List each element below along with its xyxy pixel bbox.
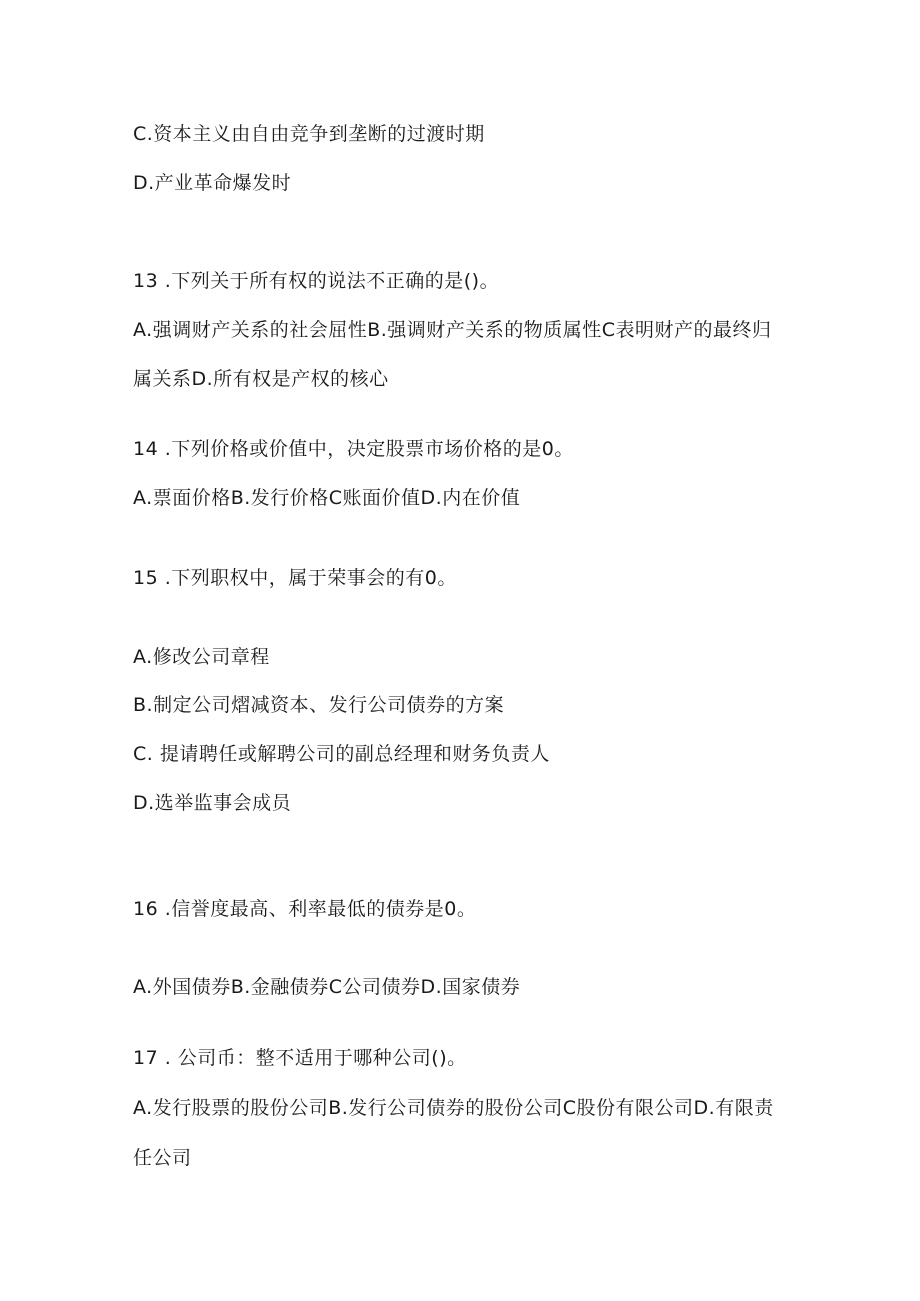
q15-question: 15 .下列职权中，属于荣事会的有0。	[133, 567, 457, 589]
q15-option-b: B.制定公司熠减资本、发行公司债券的方案	[133, 694, 505, 716]
q15-option-d: D.选举监事会成员	[133, 792, 292, 814]
q16-options: A.外国债券B.金融债券C公司债券D.国家债券	[133, 976, 521, 998]
q12-option-d: D.产业革命爆发时	[133, 172, 292, 194]
q16-question: 16 .信誉度最高、利率最低的债券是0。	[133, 898, 477, 920]
q17-question: 17 . 公司币：整不适用于哪种公司()。	[133, 1047, 467, 1069]
q13-question: 13 .下列关于所有权的说法不正确的是()。	[133, 270, 500, 292]
q13-options-line-1: A.强调财产关系的社会屈性B.强调财产关系的物质属性C表明财产的最终归	[133, 319, 772, 341]
q17-options-line-1: A.发行股票的股份公司B.发行公司债券的股份公司C股份有限公司D.有限责	[133, 1097, 774, 1119]
q14-question: 14 .下列价格或价值中，决定股票市场价格的是0。	[133, 438, 574, 460]
q15-option-a: A.修改公司章程	[133, 646, 270, 668]
q13-options-line-2: 属关系D.所有权是产权的核心	[133, 368, 389, 390]
q14-options: A.票面价格B.发行价格C账面价值D.内在价值	[133, 487, 521, 509]
q15-option-c: C. 提请聘任或解聘公司的副总经理和财务负责人	[133, 743, 550, 765]
q17-options-line-2: 任公司	[133, 1147, 192, 1169]
q12-option-c: C.资本主义由自由竞争到垄断的过渡时期	[133, 123, 485, 145]
